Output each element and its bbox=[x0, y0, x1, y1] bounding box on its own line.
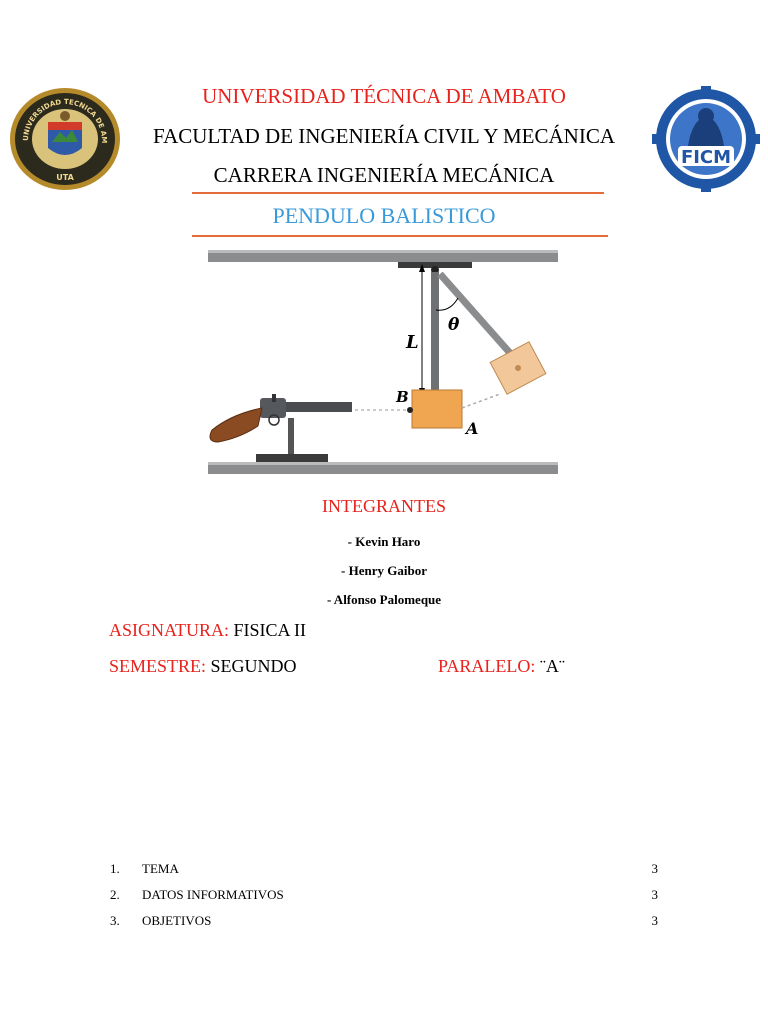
seal-arc-text: UNIVERSIDAD TECNICA DE AM bbox=[21, 97, 109, 144]
ficm-logo-text: FICM bbox=[680, 147, 732, 168]
semestre-value: SEGUNDO bbox=[210, 656, 297, 676]
member-name: - Henry Gaibor bbox=[341, 563, 427, 578]
faculty-title: FACULTAD DE INGENIERÍA CIVIL Y MECÁNICA bbox=[152, 124, 616, 148]
toc-row[interactable] bbox=[110, 913, 658, 931]
toc-number: 1. bbox=[110, 861, 120, 876]
semestre-line bbox=[109, 656, 297, 677]
integrantes-heading: INTEGRANTES bbox=[322, 496, 446, 516]
member-name: - Alfonso Palomeque bbox=[326, 592, 442, 607]
paralelo-value: ¨A¨ bbox=[539, 656, 565, 676]
document-title: PENDULO BALISTICO bbox=[272, 203, 496, 228]
seal-bottom-text: UTA bbox=[56, 173, 74, 182]
label-theta: θ bbox=[448, 315, 460, 335]
label-l: L bbox=[406, 332, 419, 353]
paralelo-line bbox=[438, 656, 565, 677]
ballistic-pendulum-diagram bbox=[200, 244, 562, 484]
header-rule-2 bbox=[192, 235, 608, 237]
asignatura-line bbox=[109, 620, 306, 641]
semestre-label: SEMESTRE: bbox=[109, 656, 207, 676]
paralelo-label: PARALELO: bbox=[438, 656, 536, 676]
toc-title: TEMA bbox=[142, 861, 179, 876]
asignatura-label: ASIGNATURA: bbox=[109, 620, 230, 640]
toc-row[interactable] bbox=[110, 861, 658, 879]
header-rule-1 bbox=[192, 192, 604, 194]
toc-title: OBJETIVOS bbox=[142, 913, 212, 928]
university-title: UNIVERSIDAD TÉCNICA DE AMBATO bbox=[202, 84, 566, 108]
toc-page: 3 bbox=[651, 861, 658, 876]
toc-title: DATOS INFORMATIVOS bbox=[142, 887, 284, 902]
asignatura-value: FISICA II bbox=[233, 620, 307, 640]
career-title: CARRERA INGENIERÍA MECÁNICA bbox=[213, 163, 555, 187]
toc-number: 2. bbox=[110, 887, 120, 902]
toc-page: 3 bbox=[651, 913, 658, 928]
toc-page: 3 bbox=[651, 887, 658, 902]
label-b: B bbox=[396, 388, 409, 406]
toc-row[interactable] bbox=[110, 887, 658, 905]
toc-number: 3. bbox=[110, 913, 120, 928]
label-a: A bbox=[466, 419, 479, 438]
member-name: - Kevin Haro bbox=[347, 534, 421, 549]
